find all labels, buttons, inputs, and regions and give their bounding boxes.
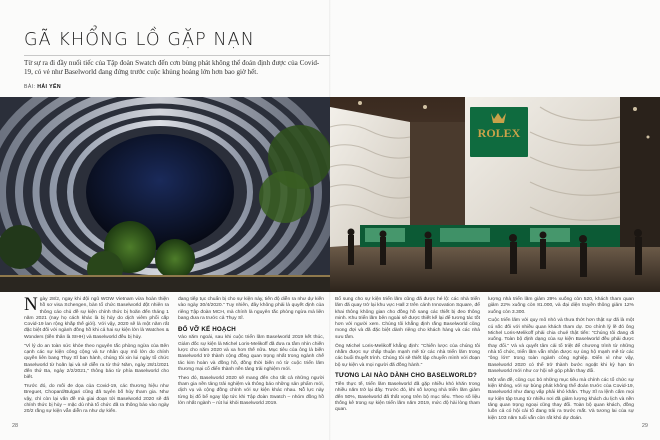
section-heading: ĐỔ VỠ KẾ HOẠCH	[178, 325, 236, 333]
article-column-3	[335, 297, 480, 416]
rolex-sign: ROLEX	[477, 126, 521, 140]
article-paragraph: Ông Michel Loris-Melikoff khẳng định: "Chiến lược của chúng tôi nhằm được sự chấp thuận mạnh mẽ từ các nhà triển lãm trong các buổi thuyết trình. Chúng tôi sẽ thiết lập chuyển mình với đoạn bộ sự kiện và mọi người đã đồng hành."	[335, 343, 480, 368]
article-paragraph: "Vì lý do an toàn sức khỏe theo nguyên tắc phòng ngừa của Bên cạnh các sự kiện công cộng và tư nhân quy mô lớn do chính quyền liên bang Thụy Sĩ ban hành, chúng tôi xin lui ngày tổ chức Baselworld từ hoãn lại và sẽ diễn ra từ thứ Năm, ngày 28/1/2021 đến thứ Ba, ngày 2/2/2021," thông báo từ phía Baselworld cho biết.	[24, 343, 169, 381]
page-number-right: 29	[641, 423, 648, 429]
paragraph-text: gày 28/2, ngay khi đội ngũ WOW Vietnam vừa hoàn thiện hồ sơ visa Schengen, bàn tổ chức Baselworld đột nhiên ra thông cáo chủ đề sự kiện chính thức bị hoãn đến tháng 1 năm 2021 (nay họ cách khác là bị hủy do dịch viêm phổi cấp Covid-19 lan rộng khắp thế giới). Với vậy, 2020 sẽ là một năm rất đặc biệt đối với ngành đồng hồ khi cả hai sự kiện lớn là Watches & Wonders (tiền thân là SIHH) và Baselworld đều bị hủy.	[24, 297, 169, 340]
article-column-4	[488, 297, 634, 424]
article-paragraph: Cuộc triển lãm với quy mô nhỏ và thưa thớt hơn thật sự đã là một cú sốc đối với nhiều quan khách tham dự. Do chính lý lẽ đó ông Michel Loris-Melikoff phải chia chuẻ thật tiến: "Chúng tôi đang đi xuống. Toàn bộ định dạng của sự kiện Baselworld đều phải được thay đổi." Và và quyết tâm cải tổ triệt để chương trình từ những nhà tổ chức, triển lãm vẫn nhận được sự ủng hộ mạnh mẽ từ các "ông lớn" trong toàn ngành công nghiệp. Điển vì như vậy, Baselworld 2020 có thể trở thành bước ngoặt khi kỳ hạn tin Baselworld mới như cơ hội sẽ góp phần thay đổi.	[488, 318, 634, 374]
headline-rule	[24, 55, 330, 56]
article-paragraph: Bổ sung cho sự kiện triển lãm cũng đã được hé lộ: các nhà triển lãm đã quay trở lại khu vực Hall 2 trên cánh Innovation Square, để khai thông không gian cho đồng hồ sang các thiết bị đeo thông minh. Khu triển lãm bên ngoài sẽ được thiết kế lại để tương tác tốt hơn với người xem. Chúng tôi khẳng định rằng Baselworld cũng mong đợi và đã đặc biệt dành riêng cho khách hàng và các nhà sưu tầm.	[335, 297, 480, 340]
article-paragraph: đang tiếp tục chuẩn bị cho sự kiện này, tiến độ diễn ra như dự kiến vào ngày 30/4/2020." Tuy nhiên, đây không phải là quyết định của riêng Tập đoàn MCH, mà chính là nguyên tắc phòng ngừa mà liên bang đưa ra trước cả Thụy Sĩ.	[178, 297, 324, 321]
drop-cap: N	[24, 294, 38, 315]
article-standfirst: Từ sự ra đi đầy nuối tiếc của Tập đoàn Swatch đến cơn bùng phát không thể đoán định được của Covid-19, có vẻ như Baselworld đang đứng trước cuộc khủng hoảng lớn hơn bao giờ hết.	[24, 59, 320, 76]
article-paragraph	[24, 294, 169, 341]
byline-label: BÀI:	[24, 84, 36, 90]
article-headline: GÃ KHỔNG LỒ GẶP NẠN	[24, 30, 255, 50]
messe-basel-photo	[0, 97, 330, 292]
byline-author: HẢI YẾN	[37, 84, 61, 90]
article-column-2	[178, 297, 324, 410]
article-column-1	[24, 294, 169, 418]
page-number-left: 28	[12, 423, 19, 429]
messe-basel-illustration	[0, 97, 330, 292]
article-paragraph: Theo đó, Baselworld 2020 sẽ mang đến cho tất cả những người tham gia nền tảng trải nghiệm và thông báo những sản phẩm mới, dịch vụ và cộng đồng chính với sự kiện khác nhau. Nỗ lực này từng bị đổ bể ngay lập tức khi Tập đoàn Swatch – nhóm đồng hồ lớn nhất ngành – rút lui khỏi Baselworld 2019.	[178, 375, 324, 406]
byline	[24, 84, 61, 90]
article-paragraph: Một vấn đề, cũng cục bỏ những mục tiêu mà chính các tổ chức sự kiện không, với sự bùng phát không thể đoán trước của Covid-19, Baselworld như đang vấp phải khó khăn. Thụy Sĩ ra lệnh cấm mọi sự kiện tập trung từ nhiều nơi đã giảm lượng khách du lịch và nền tảng quan trọng ngoại cũng thay đổi. Toàn bộ quan khách, đồng luồn cả có hội cải tổ đang trải ra trước mắt. Và tương lai của sự kiện 103 năm tuổi vẫn còn rất khó dự đoán.	[488, 377, 634, 421]
article-paragraph: Vào năm ngoái, sau khi cuộc triển lãm Baselworld 2019 kết thúc, Giám đốc sự kiện là Michel Loris-Melikoff đã đưa ra tầm nhìn chiến lược cho năm 2020 và xa hơn thế nữa. Mục tiêu của ông là biến Baselworld trở thành cộng đồng quan trọng nhất trong ngành chế tác kim hoàn và đồng hồ, đồng thời biến nó từ cuộc triển lãm thương mại cổ điển thành nền tảng trải nghiệm mới.	[178, 335, 324, 372]
article-paragraph: Tiền thực tế, triển lãm Baselworld đã gặp nhiều khó khăn trong nhiều năm trở lại đây. Trước đó, khi số lượng nhà triển lãm giảm đến 50%, Baselworld đã thất vọng trên bộ mục tiêu. Theo số liệu thống kê trong sự kiện triển lãm năm 2019, mức độ hài lòng tham quan.	[335, 382, 480, 413]
article-paragraph: lượng nhà triển lãm giảm 29% xuống còn 520, khách tham quan giảm 22% xuống còn 81.000, và đại diện truyền thông giảm 12% xuống còn 3.300.	[488, 297, 634, 315]
rolex-booth-photo	[330, 97, 660, 292]
section-heading: TƯƠNG LAI NÀO DÀNH CHO BASELWORLD?	[335, 372, 477, 380]
article-paragraph: Trước đó, do mối đe dọa của Covid-19, các thương hiệu như Breguet, Chopard/Bulgari cũng đã tuyên bố hủy tham gia. Như vậy, chỉ còn lại vấn đề mà giai đoạn tới Baselworld 2020 sẽ đã chính thức bị hủy – mặc dù nhà tổ chức đã ra thông báo vào ngày 20/2 rằng sự kiện vẫn diễn ra như dự kiến.	[24, 384, 169, 415]
rolex-booth-illustration	[330, 97, 660, 292]
